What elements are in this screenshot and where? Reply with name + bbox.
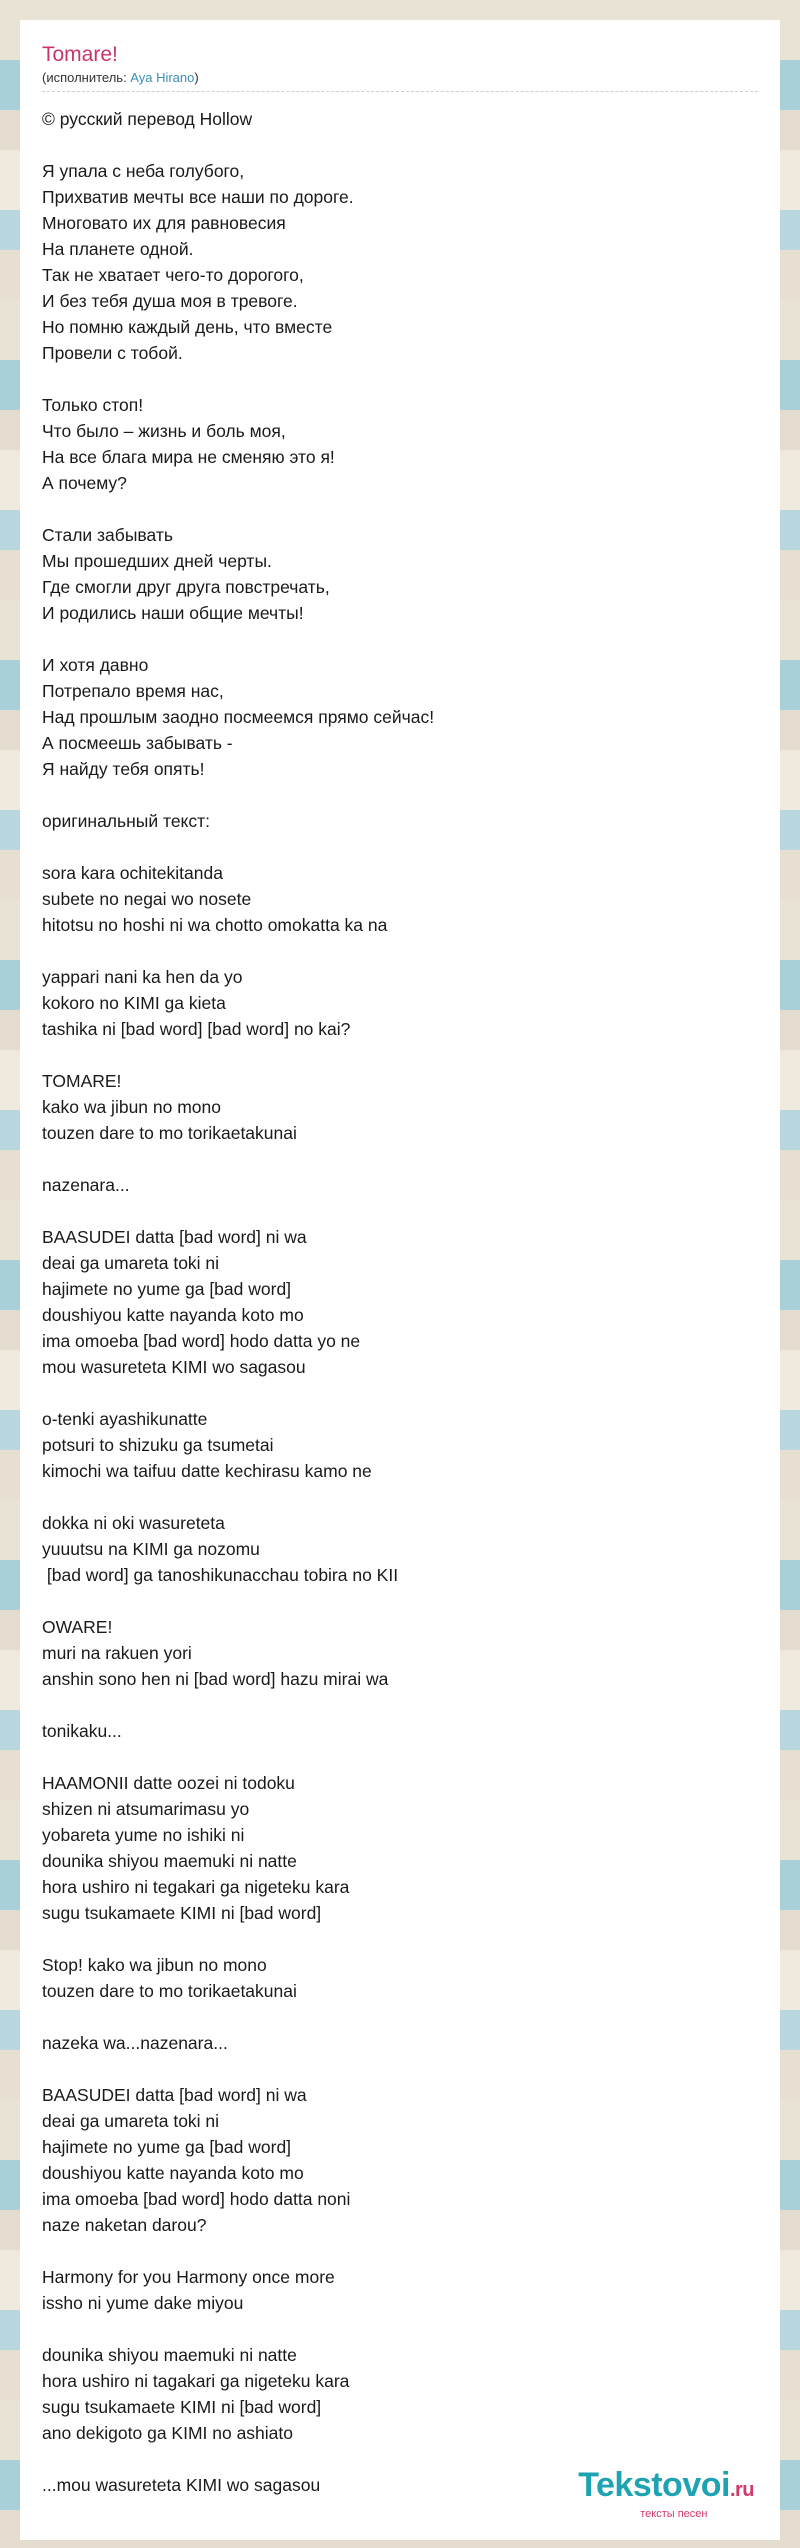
- lyric-line: hora ushiro ni tagakari ga nigeteku kara: [42, 2371, 350, 2391]
- lyric-line: naze naketan darou?: [42, 2215, 207, 2235]
- title-divider: [42, 91, 758, 92]
- lyric-line: muri na rakuen yori: [42, 1643, 192, 1663]
- lyric-line: Многовато их для равновесия: [42, 213, 286, 233]
- lyric-line: sora kara ochitekitanda: [42, 863, 223, 883]
- lyric-line: Прихватив мечты все наши по дороге.: [42, 187, 354, 207]
- lyrics-card: [20, 20, 780, 2540]
- lyric-line: ima omoeba [bad word] hodo datta yo ne: [42, 1331, 361, 1351]
- lyric-line: o-tenki ayashikunatte: [42, 1409, 208, 1429]
- lyric-line: mou wasureteta KIMI wo sagasou: [42, 1357, 306, 1377]
- lyric-line: ano dekigoto ga KIMI no ashiato: [42, 2423, 294, 2443]
- lyric-line: Что было – жизнь и боль моя,: [42, 421, 286, 441]
- lyric-line: ...mou wasureteta KIMI wo sagasou: [42, 2475, 321, 2495]
- lyric-line: yuuutsu na KIMI ga nozomu: [42, 1539, 260, 1559]
- lyric-line: [42, 2004, 758, 2030]
- lyric-line: shizen ni atsumarimasu yo: [42, 1799, 250, 1819]
- lyric-line: Я упала с неба голубого,: [42, 161, 245, 181]
- lyric-line: tonikaku...: [42, 1721, 122, 1741]
- lyric-line: [42, 1588, 758, 1614]
- artist-prefix: (исполнитель:: [42, 70, 131, 85]
- lyric-line: BAASUDEI datta [bad word] ni wa: [42, 1227, 307, 1247]
- lyric-line: HAAMONII datte oozei ni todoku: [42, 1773, 295, 1793]
- artist-suffix: ): [194, 70, 199, 85]
- artist-line: [42, 70, 758, 86]
- lyrics-text: [42, 106, 758, 2498]
- lyric-line: [42, 1380, 758, 1406]
- lyric-line: OWARE!: [42, 1617, 113, 1637]
- lyric-line: nazenara...: [42, 1175, 130, 1195]
- lyric-line: hora ushiro ni tegakari ga nigeteku kara: [42, 1877, 350, 1897]
- lyric-line: [bad word] ga tanoshikunacchau tobira no KII: [42, 1565, 399, 1585]
- lyric-line: yobareta yume no ishiki ni: [42, 1825, 245, 1845]
- lyric-line: [42, 496, 758, 522]
- lyric-line: sugu tsukamaete KIMI ni [bad word]: [42, 2397, 322, 2417]
- lyric-line: hitotsu no hoshi ni wa chotto omokatta ka na: [42, 915, 388, 935]
- lyric-line: оригинальный текст:: [42, 811, 211, 831]
- song-title: Tomare!: [42, 43, 118, 66]
- lyric-line: [42, 1198, 758, 1224]
- lyric-line: Harmony for you Harmony once more: [42, 2267, 335, 2287]
- lyric-line: © русский перевод Hollow: [42, 109, 253, 129]
- logo-tld: .ru: [729, 2479, 754, 2501]
- lyric-line: Только стоп!: [42, 395, 144, 415]
- lyric-line: yappari nani ka hen da yo: [42, 967, 243, 987]
- lyric-line: deai ga umareta toki ni: [42, 2111, 220, 2131]
- lyric-line: [42, 2316, 758, 2342]
- lyric-line: [42, 1042, 758, 1068]
- lyric-line: А почему?: [42, 473, 127, 493]
- lyric-line: anshin sono hen ni [bad word] hazu mirai wa: [42, 1669, 389, 1689]
- lyric-line: [42, 132, 758, 158]
- lyric-line: [42, 1484, 758, 1510]
- logo-tagline: тексты песен: [640, 2508, 708, 2520]
- lyric-line: [42, 834, 758, 860]
- lyric-line: issho ni yume dake miyou: [42, 2293, 244, 2313]
- lyric-line: [42, 1744, 758, 1770]
- lyric-line: Мы прошедших дней черты.: [42, 551, 272, 571]
- lyric-line: Где смогли друг друга повстречать,: [42, 577, 330, 597]
- lyric-line: [42, 1146, 758, 1172]
- artist-link[interactable]: Aya Hirano: [130, 70, 195, 85]
- lyric-line: dokka ni oki wasureteta: [42, 1513, 225, 1533]
- lyric-line: subete no negai wo nosete: [42, 889, 252, 909]
- lyric-line: [42, 782, 758, 808]
- lyric-line: deai ga umareta toki ni: [42, 1253, 220, 1273]
- lyric-line: nazeka wa...nazenara...: [42, 2033, 228, 2053]
- logo-wordmark: [578, 2467, 754, 2508]
- lyric-line: ima omoeba [bad word] hodo datta noni: [42, 2189, 351, 2209]
- lyric-line: [42, 366, 758, 392]
- lyric-line: [42, 2238, 758, 2264]
- lyric-line: TOMARE!: [42, 1071, 122, 1091]
- lyric-line: kako wa jibun no mono: [42, 1097, 221, 1117]
- lyric-line: Я найду тебя опять!: [42, 759, 205, 779]
- lyric-line: Провели с тобой.: [42, 343, 183, 363]
- lyric-line: [42, 626, 758, 652]
- lyric-line: dounika shiyou maemuki ni natte: [42, 2345, 297, 2365]
- lyric-line: hajimete no yume ga [bad word]: [42, 2137, 292, 2157]
- lyric-line: Но помню каждый день, что вместе: [42, 317, 333, 337]
- lyric-line: tashika ni [bad word] [bad word] no kai?: [42, 1019, 351, 1039]
- lyric-line: [42, 1692, 758, 1718]
- lyric-line: potsuri to shizuku ga tsumetai: [42, 1435, 274, 1455]
- lyric-line: Потрепало время нас,: [42, 681, 224, 701]
- lyric-line: А посмеешь забывать -: [42, 733, 233, 753]
- lyric-line: hajimete no yume ga [bad word]: [42, 1279, 292, 1299]
- lyric-line: На все блага мира не сменяю это я!: [42, 447, 335, 467]
- lyric-line: Стали забывать: [42, 525, 173, 545]
- lyric-line: И родились наши общие мечты!: [42, 603, 304, 623]
- lyric-line: [42, 2056, 758, 2082]
- lyric-line: Так не хватает чего-то дорогого,: [42, 265, 304, 285]
- lyric-line: kimochi wa taifuu datte kechirasu kamo ne: [42, 1461, 372, 1481]
- lyric-line: touzen dare to mo torikaetakunai: [42, 1123, 297, 1143]
- lyric-line: На планете одной.: [42, 239, 194, 259]
- lyric-line: sugu tsukamaete KIMI ni [bad word]: [42, 1903, 322, 1923]
- lyric-line: [42, 938, 758, 964]
- lyric-line: touzen dare to mo torikaetakunai: [42, 1981, 297, 2001]
- logo-name: Tekstovoi: [578, 2466, 730, 2504]
- lyric-line: И без тебя душа моя в тревоге.: [42, 291, 298, 311]
- lyric-line: [42, 1926, 758, 1952]
- lyric-line: doushiyou katte nayanda koto mo: [42, 1305, 304, 1325]
- lyric-line: И хотя давно: [42, 655, 149, 675]
- lyric-line: kokoro no KIMI ga kieta: [42, 993, 226, 1013]
- lyric-line: Stop! kako wa jibun no mono: [42, 1955, 267, 1975]
- lyric-line: doushiyou katte nayanda koto mo: [42, 2163, 304, 2183]
- lyric-line: BAASUDEI datta [bad word] ni wa: [42, 2085, 307, 2105]
- lyric-line: dounika shiyou maemuki ni natte: [42, 1851, 297, 1871]
- site-logo[interactable]: [578, 2467, 754, 2520]
- lyric-line: Над прошлым заодно посмеемся прямо сейчас!: [42, 707, 435, 727]
